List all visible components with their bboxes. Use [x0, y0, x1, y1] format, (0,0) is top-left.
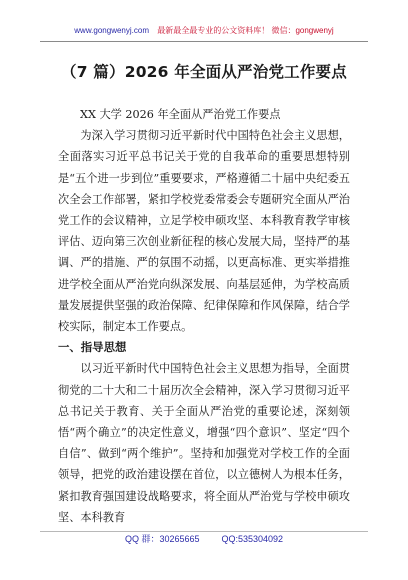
- footer-divider: [40, 531, 368, 532]
- section-paragraph: 以习近平新时代中国特色社会主义思想为指导，全面贯彻党的二十大和二十届历次全会精神，深入学习贯彻习近平总书记关于教育、关于全面从严治党的重要论述，深刻领悟“两个确立”的决定性意义，增强“四个意识”、坚定“四个自信”、做到“两个维护”。坚持和加强党对学校工作的全面领导，把党的政治建设摆在首位，以立德树人为根本任务，紧扣教育强国建设战略要求，将全面从严治党与学校申硕攻坚、本科教育: [58, 362, 350, 524]
- footer-qq-group: QQ 群：30265665: [124, 534, 200, 544]
- page-header: [0, 26, 408, 36]
- page-footer: [0, 534, 408, 545]
- header-site-link[interactable]: www.gongwenyj.com: [74, 26, 149, 35]
- header-divider: [40, 41, 368, 42]
- footer-qq-contact: QQ:535304092: [221, 534, 284, 544]
- document-subtitle: XX 大学 2026 年全面从严治党工作要点: [80, 108, 281, 121]
- section-heading: 一、指导思想: [58, 340, 127, 355]
- intro-paragraph: 为深入学习贯彻习近平新时代中国特色社会主义思想，全面落实习近平总书记关于党的自我革命的重要思想特别是“五个进一步到位”重要要求，严格遵循二十届中央纪委五次全会工作部署，紧扣学校党委常委会专题研究全面从严治党工作的会议精神，立足学校申硕攻坚、本科教育教学审核评估、迈向第三次创业新征程的核心发展大局，坚持严的基调、严的措施、严的氛围不动摇，以更高标准、更实举措推进学校全面从严治党向纵深发展、向基层延伸，为学校高质量发展提供坚强的政治保障、纪律保障和作风保障，结合学校实际，制定本工作要点。: [58, 129, 350, 334]
- header-slogan: 最新最全最专业的公文资料库！ 微信：gongwenyj: [157, 26, 334, 35]
- document-title: （7 篇）2026 年全面从严治党工作要点: [61, 63, 347, 81]
- document-body: [58, 104, 350, 528]
